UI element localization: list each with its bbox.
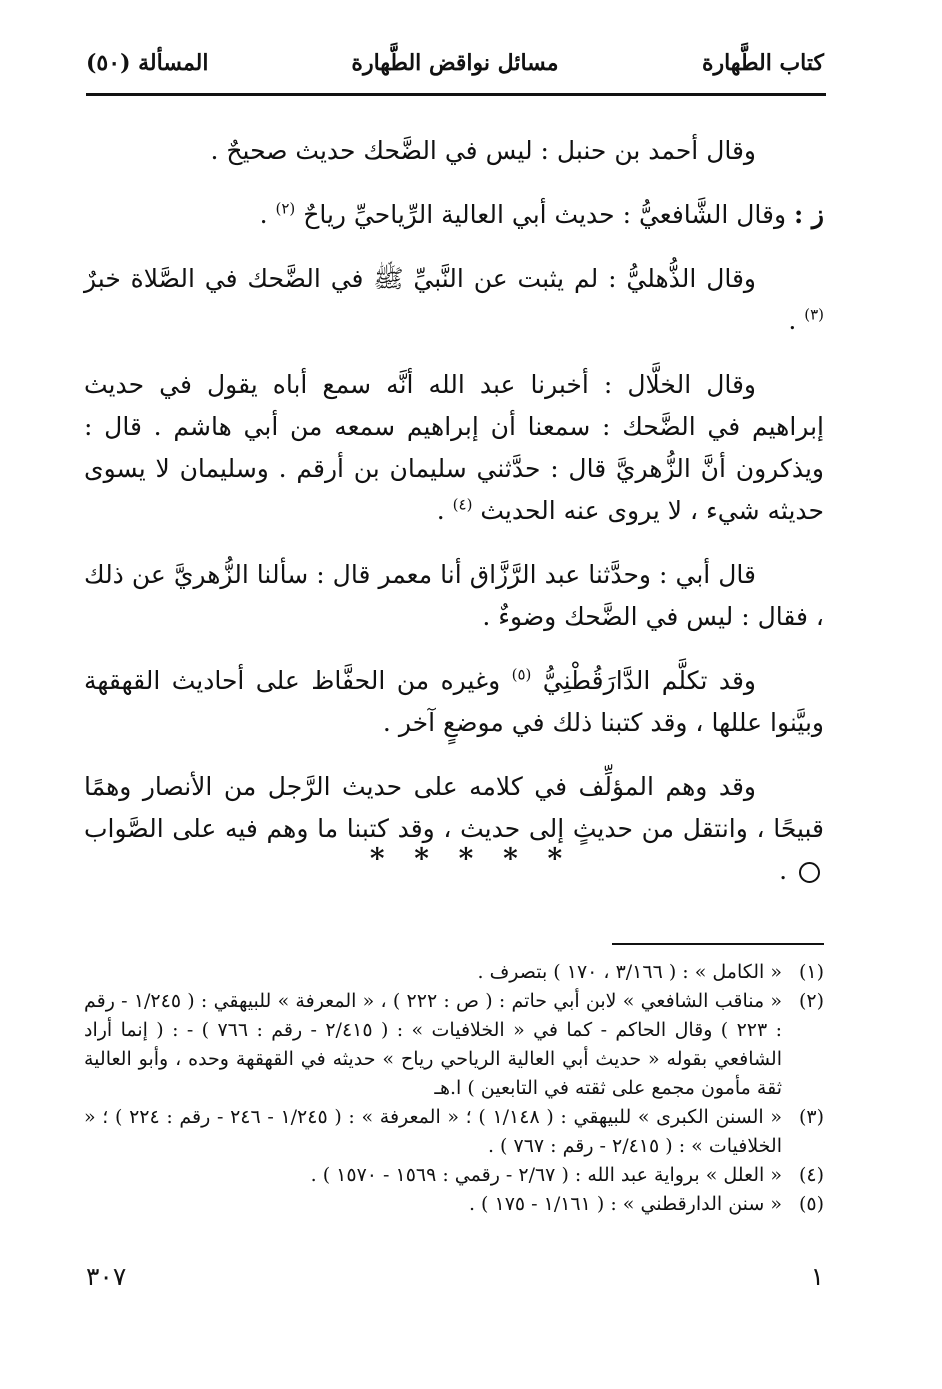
footnote-ref-3[interactable]: (٣) <box>804 305 824 324</box>
footnote-text: « العلل » برواية عبد الله : ( ٢/٦٧ - رقمي : ١٥٦٩ - ١٥٧٠ ) . <box>310 1164 782 1186</box>
paragraph-2-text: وقال الشَّافعيُّ : حديث أبي العالية الرِّياحيِّ رياحٌ <box>303 200 787 229</box>
footnote-ref-4[interactable]: (٤) <box>452 495 473 514</box>
header-divider <box>86 93 826 96</box>
footnote-text: « الكامل » : ( ٣/١٦٦ ، ١٧٠ ) بتصرف . <box>477 961 782 983</box>
footnote-text: « سنن الدارقطني » : ( ١/١٦١ - ١٧٥ ) . <box>468 1193 782 1215</box>
footnote-5 <box>84 1190 824 1219</box>
book-title: كتاب الطَّهارة <box>701 50 824 76</box>
paragraph-3-text: وقال الذُّهليُّ : لم يثبت عن النَّبيِّ ﷺ في الضَّحك في الصَّلاة خبرٌ <box>84 264 756 293</box>
paragraph-3-end: . <box>788 306 805 335</box>
paragraph-1-text: وقال أحمد بن حنبل : ليس في الضَّحك حديث صحيحٌ . <box>210 136 756 165</box>
footnote-number: (٣) <box>798 1106 824 1128</box>
volume-number: ١ <box>810 1262 824 1291</box>
zawaid-marker: ز : <box>793 200 824 229</box>
main-text <box>84 130 824 914</box>
section-title: مسائل نواقض الطَّهارة <box>351 50 559 76</box>
footnote-ref-5[interactable]: (٥) <box>511 665 532 684</box>
paragraph-5-text: قال أبي : وحدَّثنا عبد الرَّزَّاق أنا معمر قال : سألنا الزُّهريَّ عن ذلك ، فقال : ليس في الضَّحك وضوءٌ . <box>84 560 824 631</box>
paragraph-7-text: وقد وهم المؤلِّف في كلامه على حديث الرَّجل من الأنصار وهمًا قبيحًا ، وانتقل من حديثٍ إلى حديث ، وقد كتبنا ما وهم فيه على الصَّواب <box>84 772 824 843</box>
page-number: ٣٠٧ <box>86 1262 127 1291</box>
paragraph-4-text: وقال الخلَّال : أخبرنا عبد الله أنَّه سمع أباه يقول في حديث إبراهيم في الضَّحك : سمعنا أن إبراهيم سمعه من أبي هاشم . قال : ويذكرون أنَّ الزُّهريَّ قال : حدَّثني سليمان بن أرقم . وسليمان لا يسوى حديثه شيء ، لا يروى عنه الحديث <box>84 370 824 525</box>
footnote-number: (٢) <box>798 990 824 1012</box>
footnote-3 <box>84 1103 824 1161</box>
page-footer <box>86 1262 824 1292</box>
footnote-text: « السنن الكبرى » للبيهقي : ( ١/١٤٨ ) ؛ « المعرفة » : ( ١/٢٤٥ - ٢٤٦ - رقم : ٢٢٤ ) ؛ « الخلافيات » : ( ٢/٤١٥ - رقم : ٧٦٧ ) . <box>84 1106 782 1157</box>
paragraph-3 <box>84 258 824 342</box>
footnote-4 <box>84 1161 824 1190</box>
paragraph-6 <box>84 660 824 744</box>
issue-label: المسألة (٥٠) <box>86 50 209 76</box>
paragraph-4-end: . <box>436 496 453 525</box>
footnote-number: (١) <box>798 961 824 983</box>
paragraph-7-end: . <box>779 856 795 885</box>
footnotes <box>84 958 824 1219</box>
footnote-text: « مناقب الشافعي » لابن أبي حاتم : ( ص : ٢٢٢ ) ، « المعرفة » للبيهقي : ( ١/٢٤٥ - رقم : ٢٢٣ ) وقال الحاكم - كما في « الخلافيات » : ( ٢/٤١٥ - رقم : ٧٦٦ ) - : ( إنما أراد الشافعي بقوله « حديث أبي العالية الرياحي رياح » حديثه في القهقهة وحده ، وأبو العالية ثقة مأمون مجمع على ثقته في التابعين ) ا.هـ <box>84 990 783 1099</box>
footnote-number: (٤) <box>798 1164 824 1186</box>
paragraph-6-text-b: وغيره من الحفَّاظ على أحاديث القهقهة وبيَّنوا عللها ، وقد كتبنا ذلك في موضعٍ آخر . <box>84 666 824 737</box>
footnote-number: (٥) <box>798 1193 824 1215</box>
section-separator: * * * * * <box>369 842 573 875</box>
paragraph-2 <box>84 194 824 236</box>
paragraph-1 <box>84 130 824 172</box>
footnote-2 <box>84 987 824 1103</box>
paragraph-2-end: . <box>259 200 276 229</box>
footnote-1 <box>84 958 824 987</box>
paragraph-4 <box>84 364 824 532</box>
paragraph-6-text-a: وقد تكلَّم الدَّارَقُطْنِيُّ <box>542 666 757 695</box>
footnote-divider <box>612 943 824 945</box>
footnote-ref-2[interactable]: (٢) <box>275 199 296 218</box>
paragraph-5 <box>84 554 824 638</box>
page-header <box>86 40 824 86</box>
